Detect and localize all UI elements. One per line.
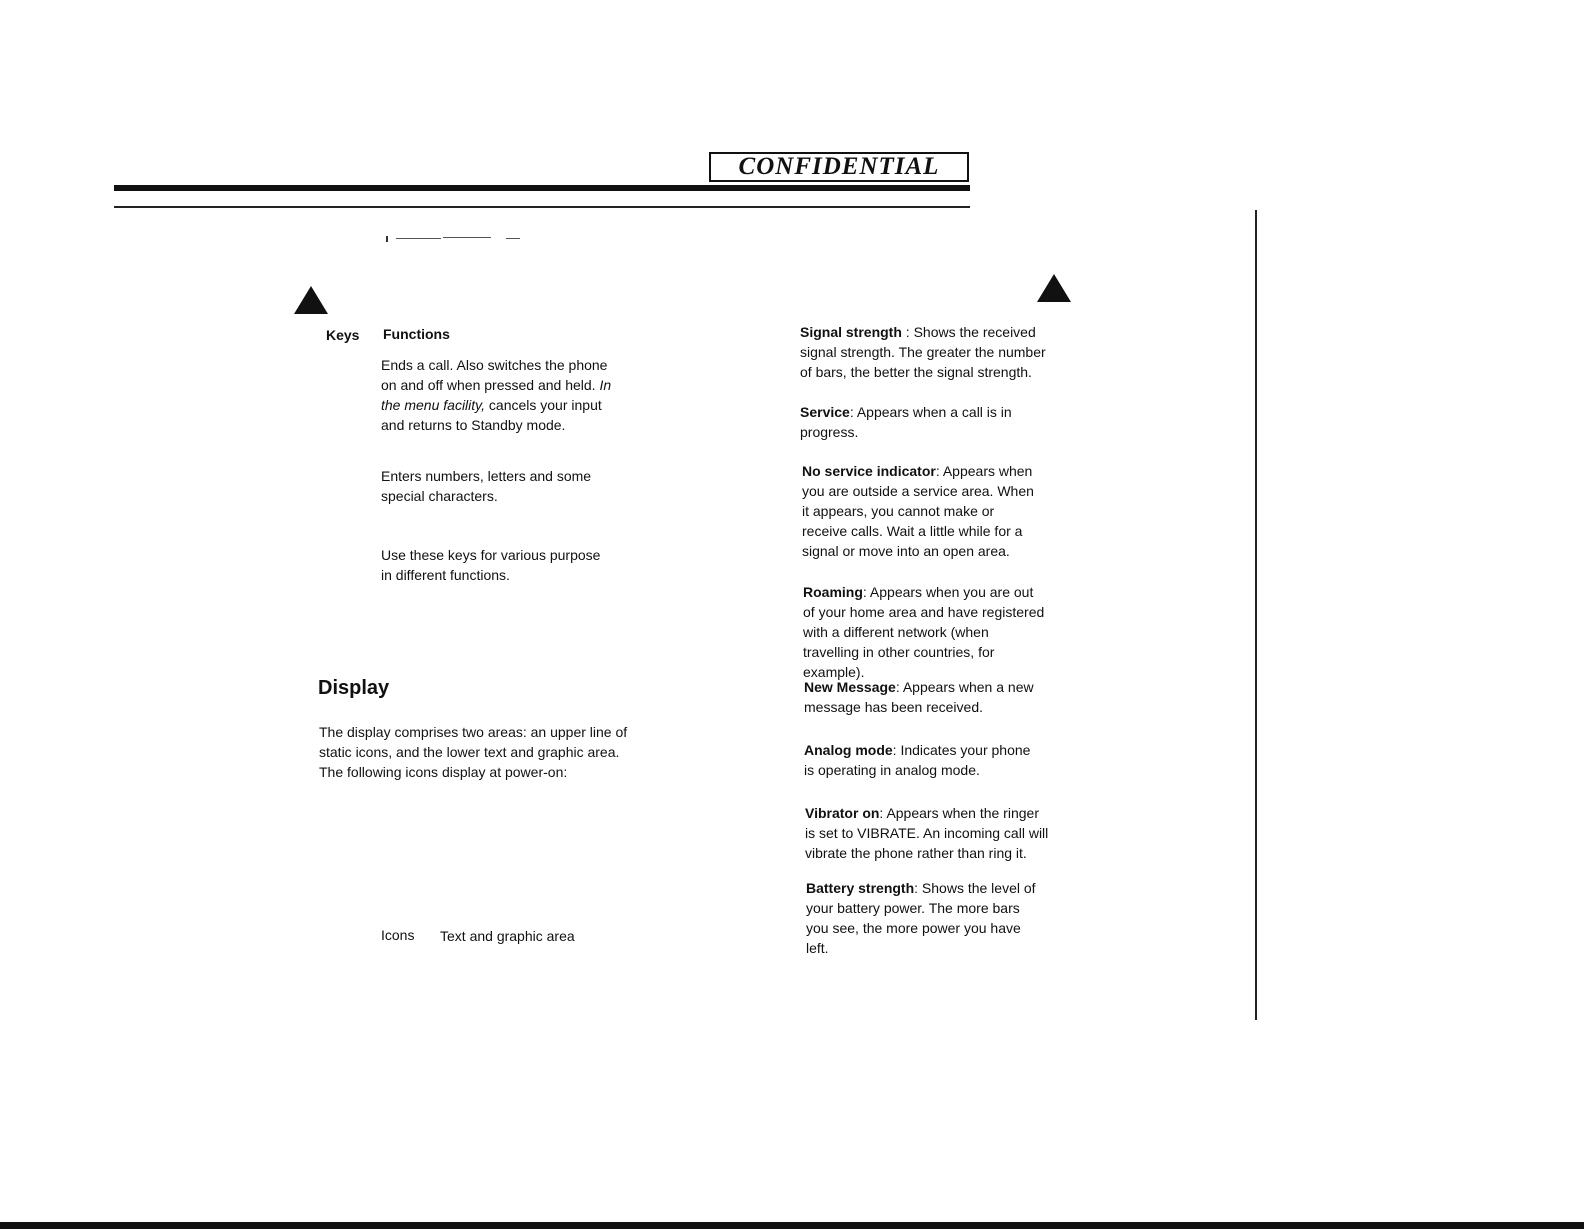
indicator-roaming: Roaming: Appears when you are out of your home area and have registered with a different network (when travelling in other countries, for example). xyxy=(803,584,1045,680)
function-description-end: Ends a call. Also switches the phone on and off when pressed and held. In the menu facility, cancels your input and returns to Standby mode. xyxy=(381,357,612,433)
indicator-battery-strength: Battery strength: Shows the level of your battery power. The more bars you see, the more power you have left. xyxy=(806,880,1036,956)
confidential-stamp: CONFIDENTIAL xyxy=(709,152,969,182)
indicator-vibrator-on: Vibrator on: Appears when the ringer is set to VIBRATE. An incoming call will vibrate the phone rather than ring it. xyxy=(805,805,1049,861)
header-rule-thick xyxy=(114,185,970,191)
keys-column-header: Keys xyxy=(326,327,360,343)
functions-column-header: Functions xyxy=(383,326,450,342)
display-description: The display comprises two areas: an upper line of static icons, and the lower text and graphic area. The following icons display at power-on: xyxy=(319,724,628,780)
function-description-soft-keys: Use these keys for various purpose in different functions. xyxy=(381,547,601,583)
indicator-signal-strength: Signal strength : Shows the received signal strength. The greater the number of bars, the better the signal strength. xyxy=(800,324,1046,380)
scan-artifact xyxy=(386,236,526,242)
bottom-edge-rule xyxy=(0,1222,1584,1229)
function-description-alphanumeric: Enters numbers, letters and some special characters. xyxy=(381,468,592,504)
indicator-new-message: New Message: Appears when a new message has been received. xyxy=(804,679,1034,715)
triangle-marker-icon xyxy=(294,286,328,314)
icons-label: Icons xyxy=(381,927,415,943)
indicator-service: Service: Appears when a call is in progress. xyxy=(800,404,1012,440)
page-edge-rule xyxy=(1255,210,1257,1020)
display-heading: Display xyxy=(318,677,390,699)
header-rule-thin xyxy=(114,206,970,208)
triangle-marker-icon xyxy=(1037,274,1071,302)
indicator-no-service: No service indicator: Appears when you are outside a service area. When it appears, you cannot make or receive calls. Wait a little while for a signal or move into an open area. xyxy=(802,463,1034,559)
indicator-analog-mode: Analog mode: Indicates your phone is operating in analog mode. xyxy=(804,742,1031,778)
text-area-label: Text and graphic area xyxy=(440,928,575,944)
